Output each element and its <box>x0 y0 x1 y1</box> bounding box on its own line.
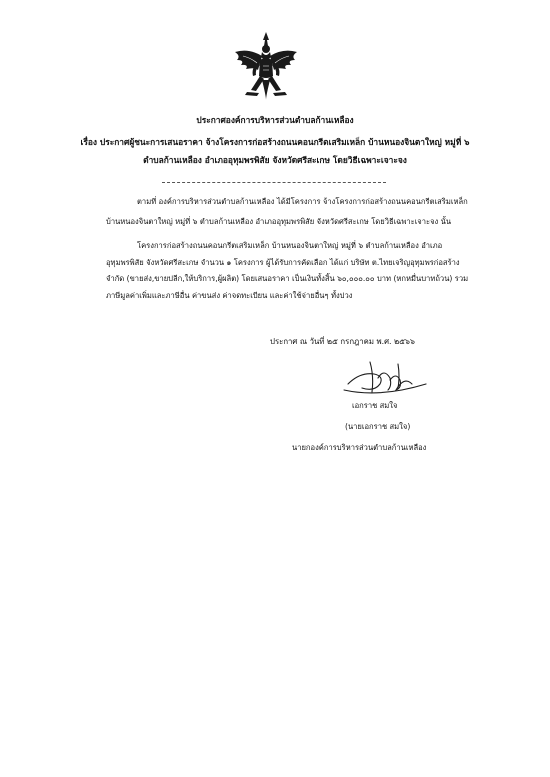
paragraph-2-line-3: จำกัด (ขายส่ง,ขายปลีก,ให้บริการ,ผู้ผลิต) โดยเสนอราคา เป็นเงินทั้งสิ้น ๖๐,๐๐๐.๐๐ บาท (หกหมื่นบาทถ้วน) รวม <box>106 274 469 283</box>
subject-line-1: เรื่อง ประกาศผู้ชนะการเสนอราคา จ้างโครงการก่อสร้างถนนคอนกรีตเสริมเหล็ก บ้านหนองจินตาใหญ่ หมู่ที่ ๖ <box>80 137 470 147</box>
announcement-date: ประกาศ ณ วันที่ ๒๕ กรกฎาคม พ.ศ. ๒๕๖๖ <box>270 337 415 346</box>
announcer-heading: ประกาศองค์การบริหารส่วนตำบลก้านเหลือง <box>196 115 354 125</box>
paragraph-2-line-4: ภาษีมูลค่าเพิ่มและภาษีอื่น ค่าขนส่ง ค่าจดทะเบียน และค่าใช้จ่ายอื่นๆ ทั้งปวง <box>106 291 353 300</box>
paragraph-1-line-2: บ้านหนองจินตาใหญ่ หมู่ที่ ๖ ตำบลก้านเหลือง อำเภออุทุมพรพิสัย จังหวัดศรีสะเกษ โดยวิธีเฉพาะเจาะจง นั้น <box>106 217 452 226</box>
paragraph-2-line-2: อุทุมพรพิสัย จังหวัดศรีสะเกษ จำนวน ๑ โครงการ ผู้ได้รับการคัดเลือก ได้แก่ บริษัท ต.ไทยเจริญอุทุมพรก่อสร้าง <box>106 258 460 267</box>
paragraph-1-line-1: ตามที่ องค์การบริหารส่วนตำบลก้านเหลือง ได้มีโครงการ จ้างโครงการก่อสร้างถนนคอนกรีตเสริมเหล็ก <box>137 197 468 206</box>
handwritten-signature <box>340 354 432 400</box>
signature-name: เอกราช สมใจ <box>352 401 398 410</box>
paragraph-2-line-1: โครงการก่อสร้างถนนคอนกรีตเสริมเหล็ก บ้านหนองจินตาใหญ่ หมู่ที่ ๖ ตำบลก้านเหลือง อำเภอ <box>137 241 443 250</box>
signer-full-name: (นายเอกราช สมใจ) <box>345 422 411 431</box>
subject-line-2: ตำบลก้านเหลือง อำเภออุทุมพรพิสัย จังหวัดศรีสะเกษ โดยวิธีเฉพาะเจาะจง <box>143 155 407 165</box>
signer-position: นายกองค์การบริหารส่วนตำบลก้านเหลือง <box>292 443 427 452</box>
garuda-emblem-icon <box>229 30 303 102</box>
dashed-divider <box>162 182 386 183</box>
